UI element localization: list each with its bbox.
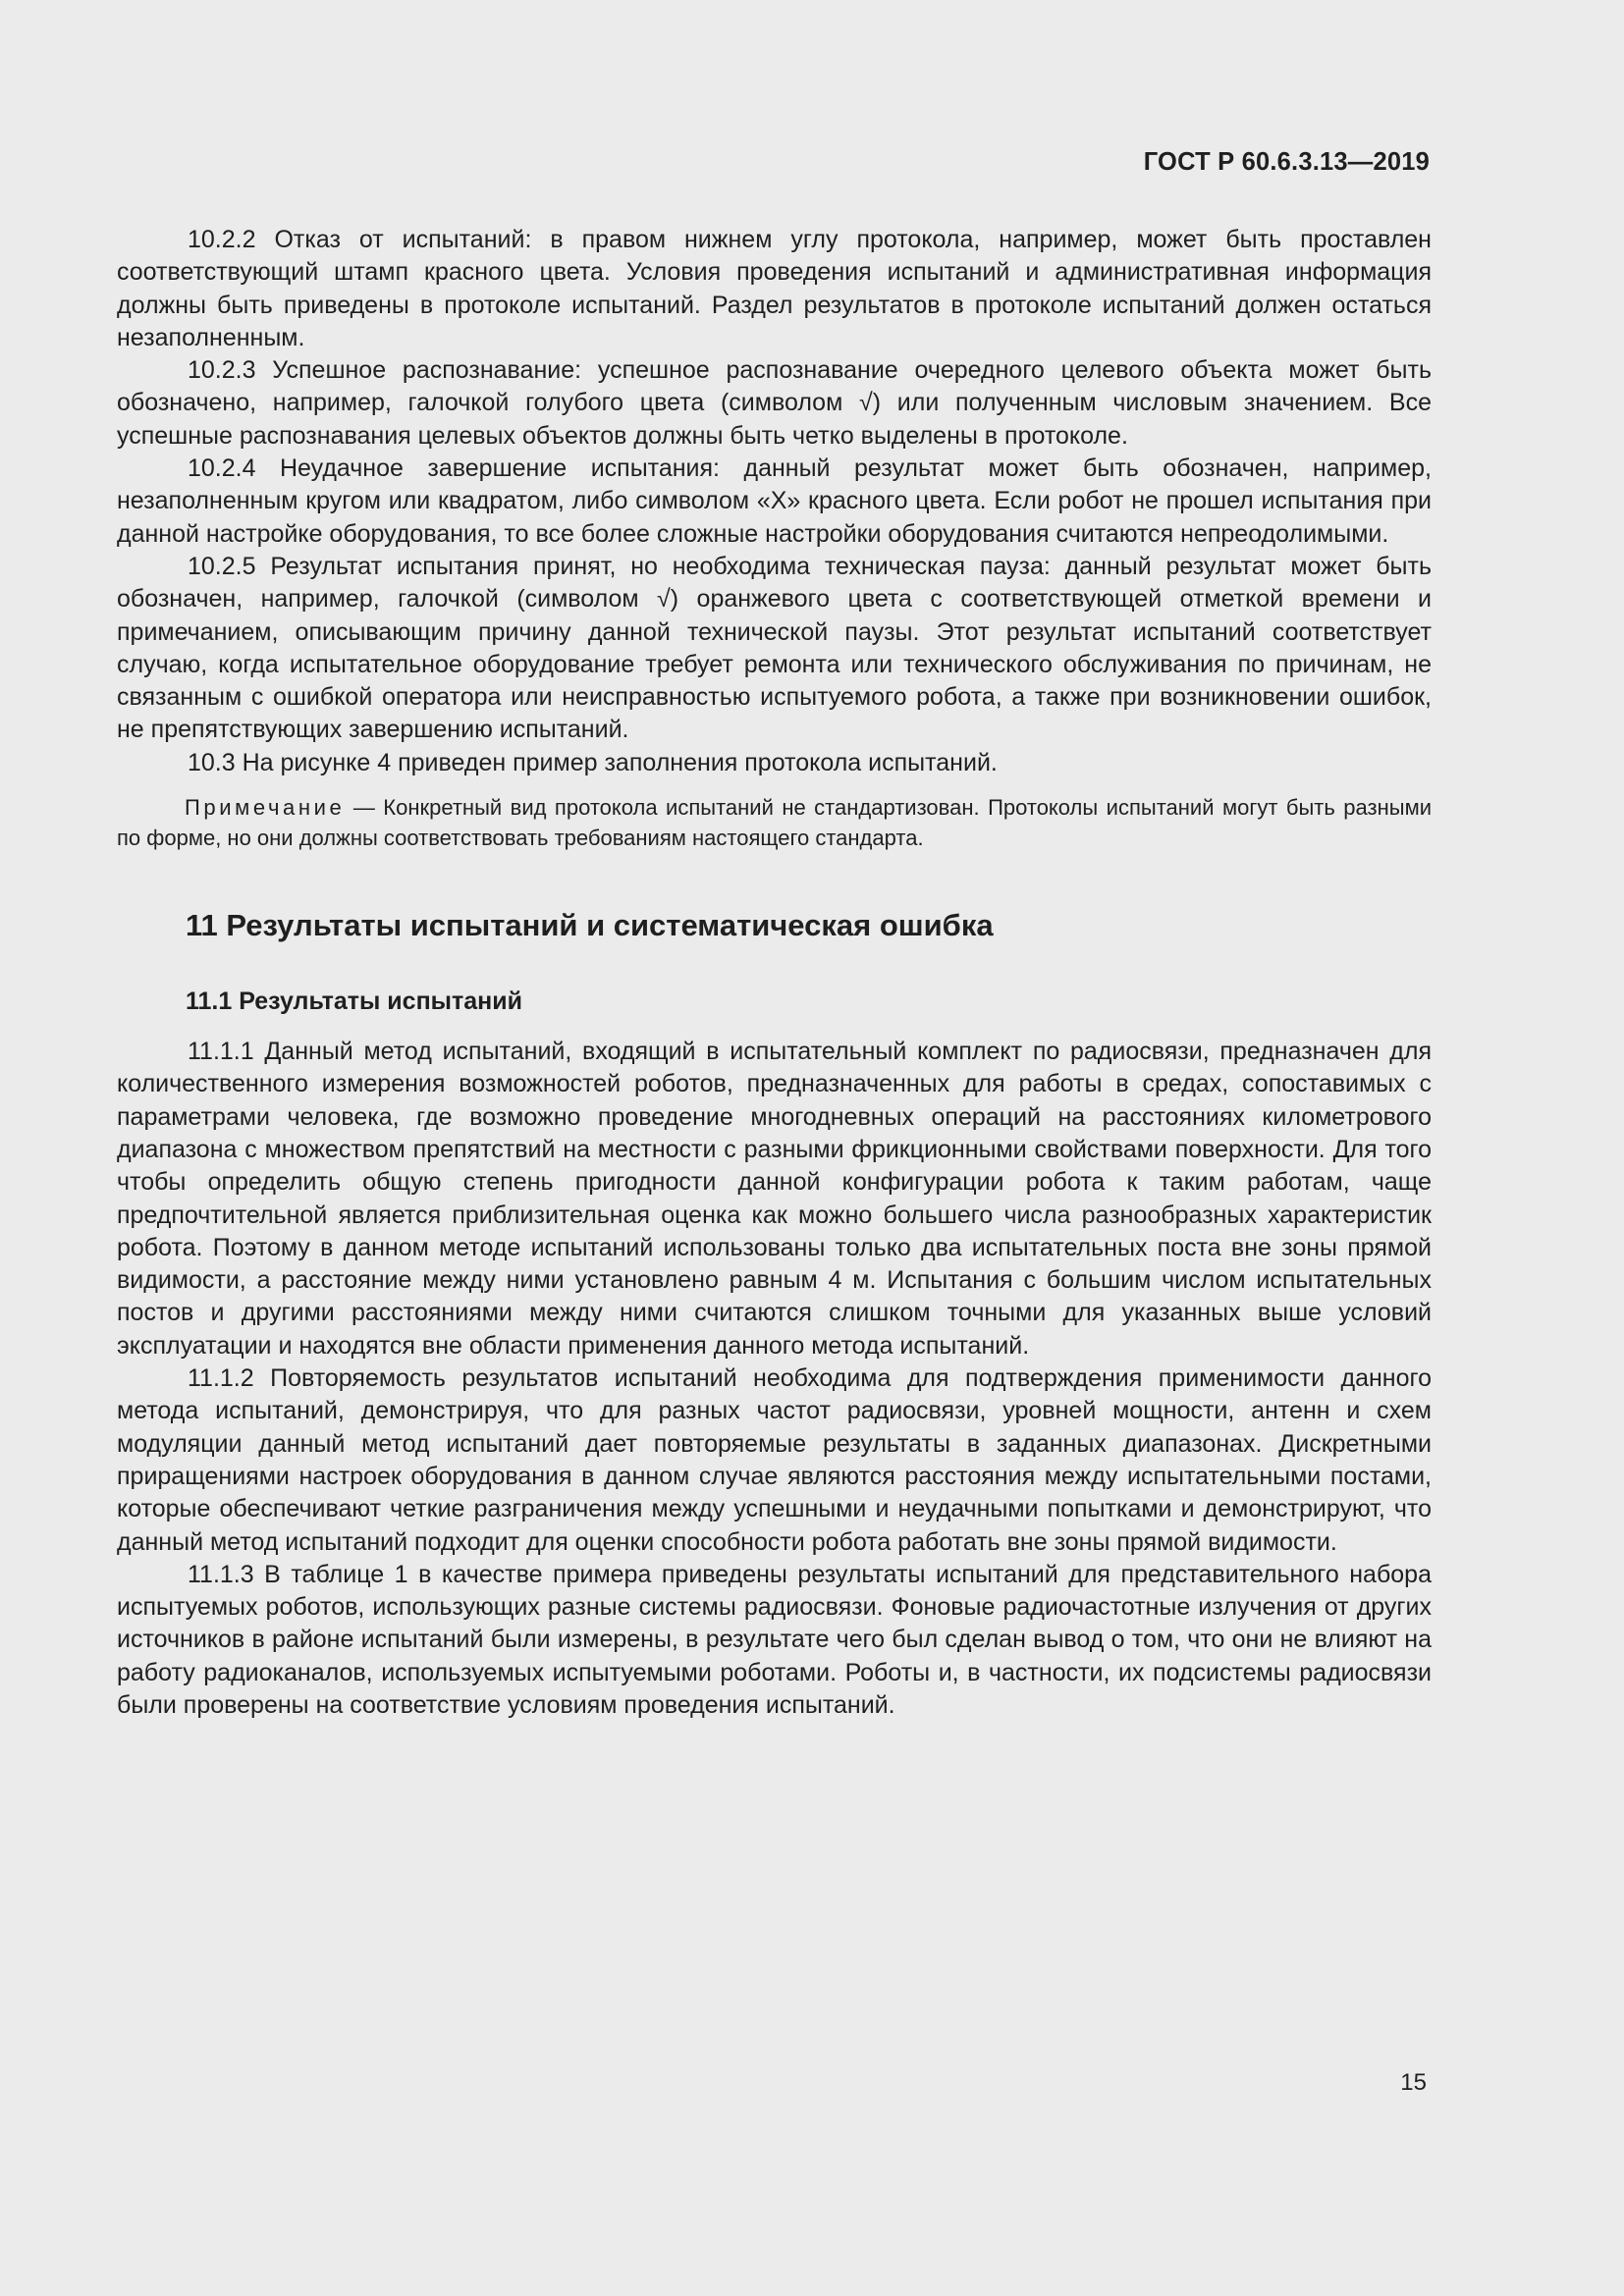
paragraph-11-1-2: 11.1.2 Повторяемость результатов испытаний необходима для подтверждения применимости данного метода испытаний, демонстрируя, что для разных частот радиосвязи, уровней мощности, антенн и схем модуляции данный метод испытаний дает повторяемые результаты в заданных диапазонах. Дискретными приращениями настроек оборудования в данном случае являются расстояния между испытательными постами, которые обеспечивают четкие разграничения между успешными и неудачными попытками и демонстрируют, что данный метод испытаний подходит для оценки способности робота работать вне зоны прямой видимости. — [117, 1364, 1432, 1556]
paragraph-11-1-1: 11.1.1 Данный метод испытаний, входящий в испытательный комплект по радиосвязи, предназначен для количественного измерения возможностей роботов, предназначенных для работы в средах, сопоставимых с параметрами человека, где возможно проведение многодневных операций на расстояниях километрового диапазона с множеством препятствий на местности с разными фрикционными свойствами поверхности. Для того чтобы определить общую степень пригодности данной конфигурации робота к таким работам, чаще предпочтительной является приблизительная оценка как можно большего числа разнообразных характеристик робота. Поэтому в данном методе испытаний использованы только два испытательных поста вне зоны прямой видимости, а расстояние между ними установлено равным 4 м. Испытания с большим числом испытательных постов и другими расстояниями между ними считаются слишком точными для указанных выше условий эксплуатации и находятся вне области применения данного метода испытаний. — [117, 1038, 1432, 1360]
note-text: — Конкретный вид протокола испытаний не стандартизован. Протоколы испытаний могут быть разными по форме, но они должны соответствовать требованиям настоящего стандарта. — [117, 795, 1432, 851]
paragraph-11-1-3: 11.1.3 В таблице 1 в качестве примера приведены результаты испытаний для представительного набора испытуемых роботов, использующих разные системы радиосвязи. Фоновые радиочастотные излучения от других источников в районе испытаний были измерены, в результате чего был сделан вывод о том, что они не влияют на работу радиоканалов, используемых испытуемыми роботами. Роботы и, в частности, их подсистемы радиосвязи были проверены на соответствие условиям проведения испытаний. — [117, 1560, 1432, 1719]
page-content — [117, 224, 1432, 1722]
paragraph-10-3: 10.3 На рисунке 4 приведен пример заполнения протокола испытаний. — [188, 748, 998, 776]
page-number: 15 — [1400, 2069, 1427, 2096]
note — [117, 792, 1432, 853]
section-heading: 11 Результаты испытаний и систематическая ошибка — [186, 908, 994, 943]
paragraph-10-2-3: 10.2.3 Успешное распознавание: успешное распознавание очередного целевого объекта может быть обозначено, например, галочкой голубого цвета (символом √) или полученным числовым значением. Все успешные распознавания целевых объектов должны быть четко выделены в протоколе. — [117, 356, 1432, 450]
paragraph-10-2-5: 10.2.5 Результат испытания принят, но необходима техническая пауза: данный результат может быть обозначен, например, галочкой (символом √) оранжевого цвета с соответствующей отметкой времени и примечанием, описывающим причину данной технической паузы. Этот результат испытаний соответствует случаю, когда испытательное оборудование требует ремонта или технического обслуживания по причинам, не связанным с ошибкой оператора или неисправностью испытуемого робота, а также при возникновении ошибок, не препятствующих завершению испытаний. — [117, 552, 1432, 744]
paragraph-10-2-4: 10.2.4 Неудачное завершение испытания: данный результат может быть обозначен, например, незаполненным кругом или квадратом, либо символом «X» красного цвета. Если робот не прошел испытания при данной настройке оборудования, то все более сложные настройки оборудования считаются непреодолимыми. — [117, 454, 1432, 548]
document-header: ГОСТ Р 60.6.3.13—2019 — [1143, 148, 1430, 176]
subsection-heading: 11.1 Результаты испытаний — [186, 988, 523, 1016]
paragraph-10-2-2: 10.2.2 Отказ от испытаний: в правом нижнем углу протокола, например, может быть проставлен соответствующий штамп красного цвета. Условия проведения испытаний и административная информация должны быть приведены в протоколе испытаний. Раздел результатов в протоколе испытаний должен остаться незаполненным. — [117, 226, 1432, 351]
note-label: Примечание — [185, 795, 346, 821]
